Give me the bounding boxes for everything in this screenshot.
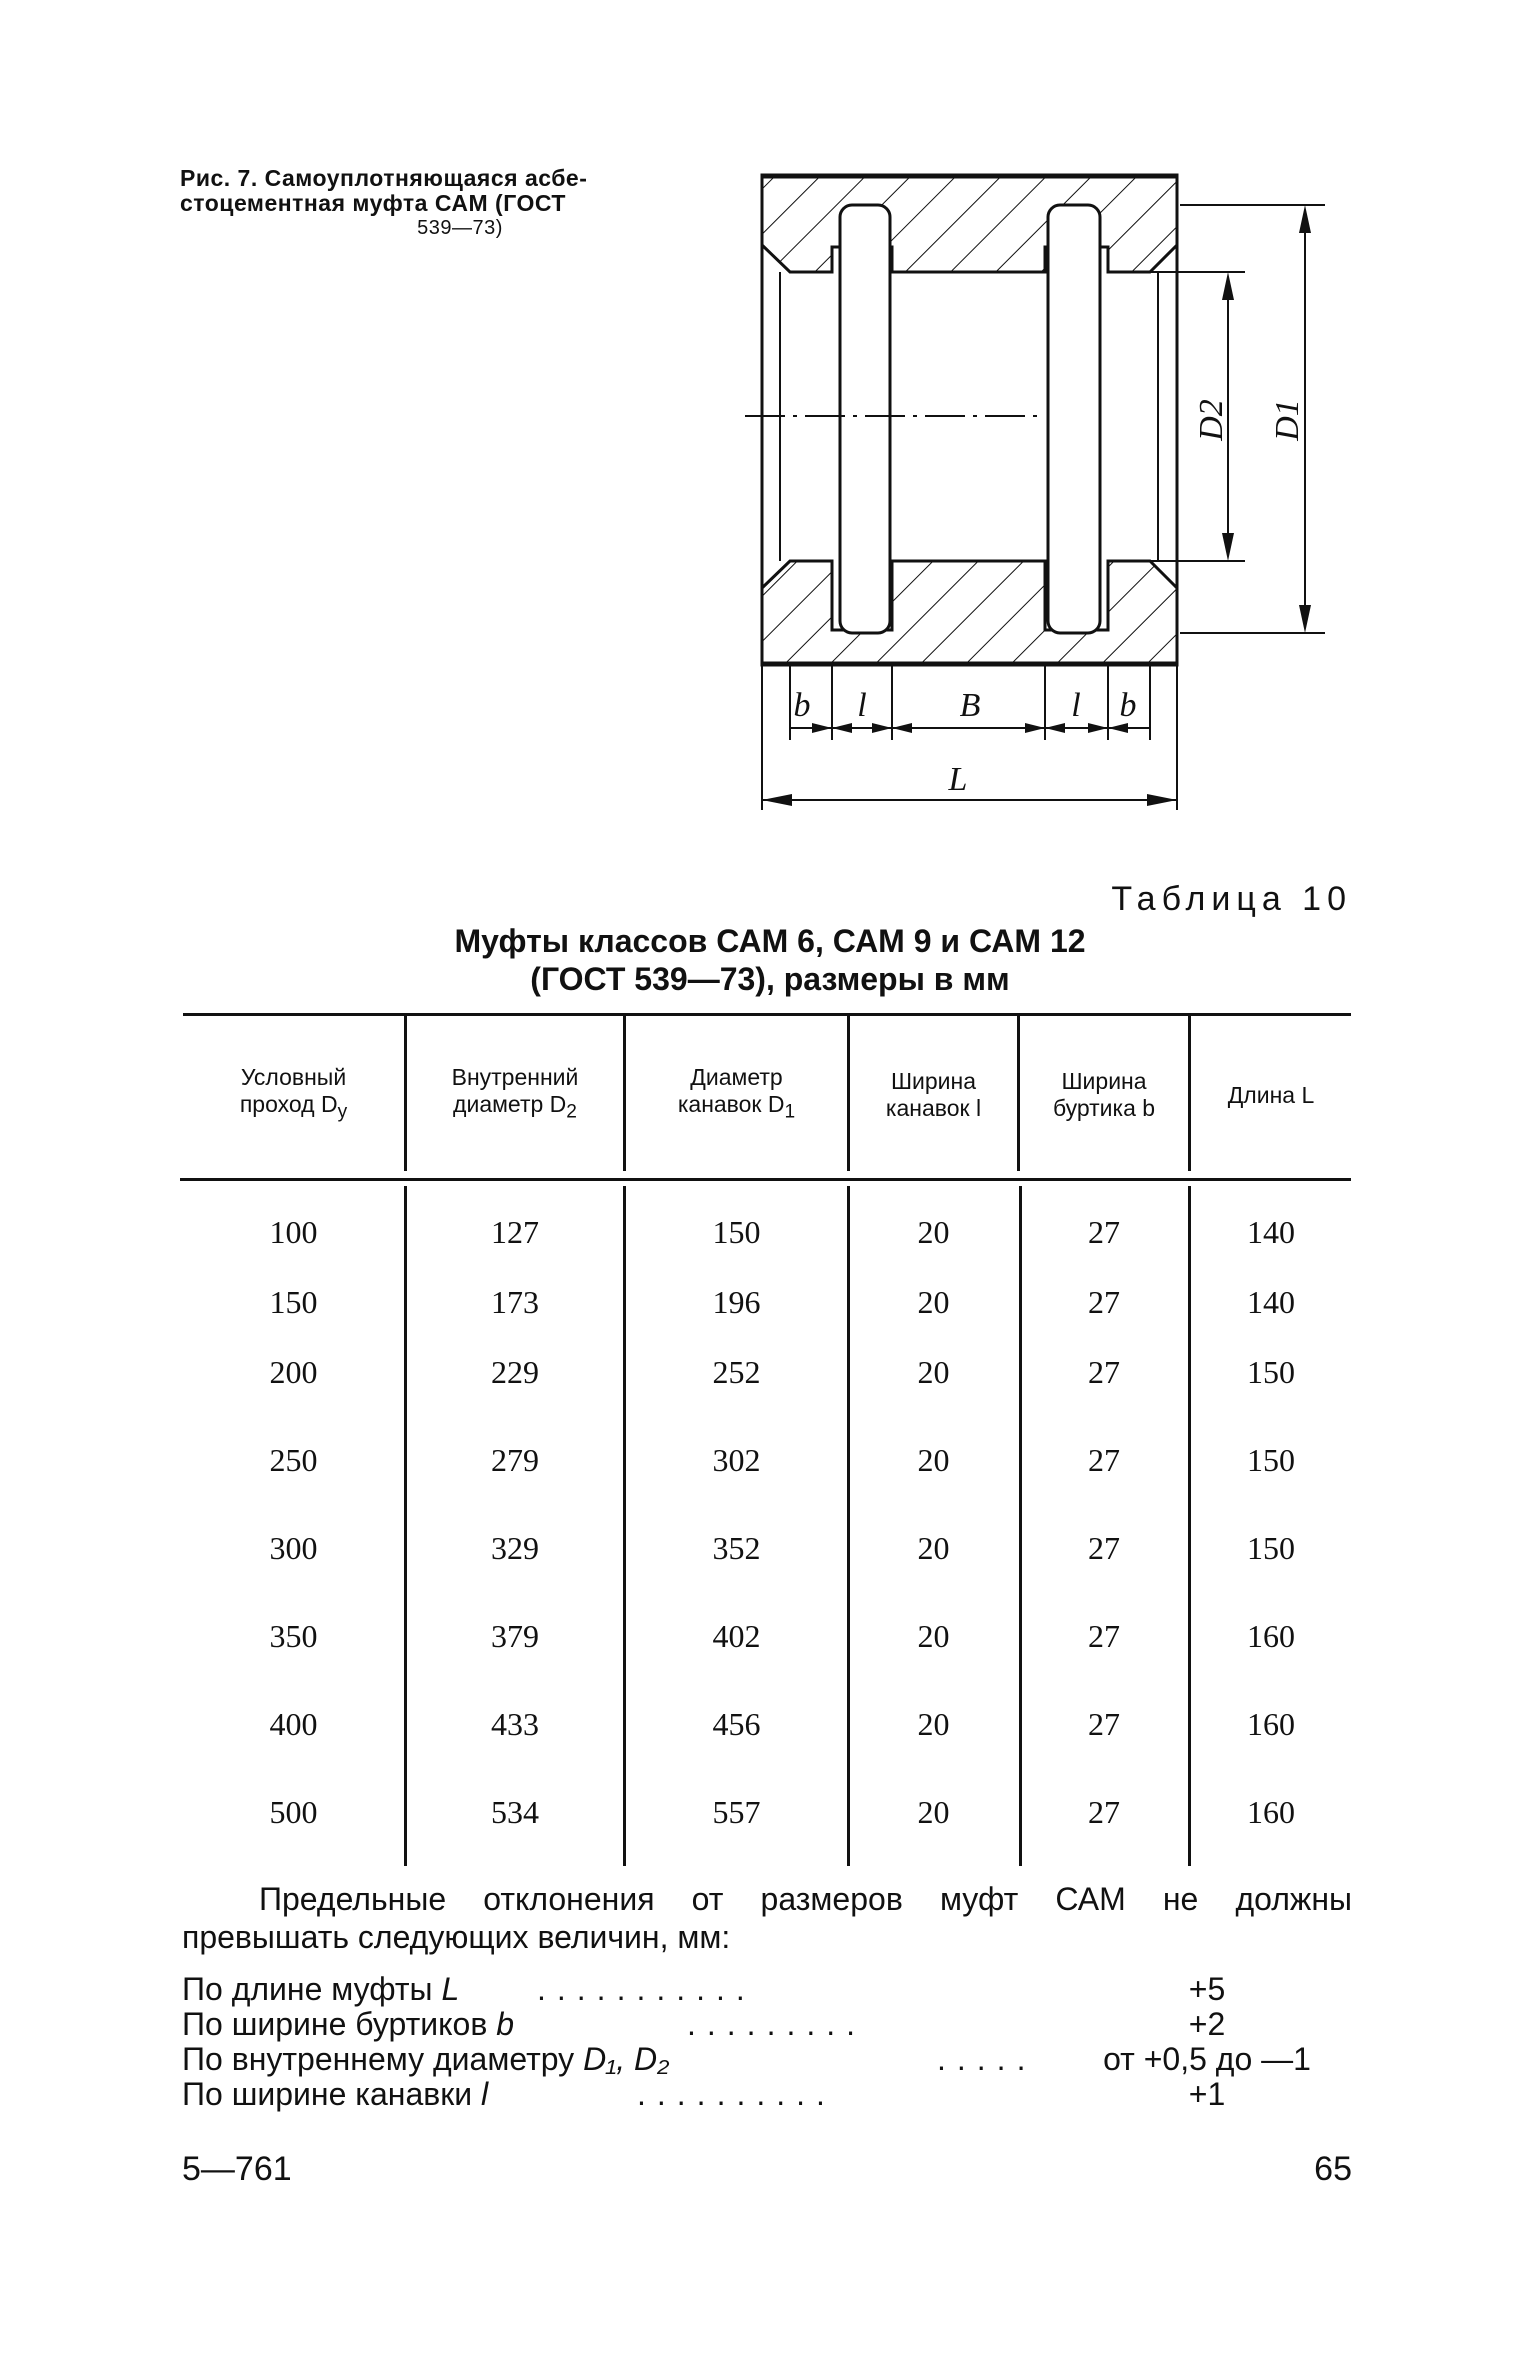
column-header	[407, 1030, 623, 1160]
caption-line-3: 539—73)	[417, 217, 503, 239]
table-cell: 27	[1088, 1530, 1120, 1566]
deviation-label: По длине муфты L	[182, 1971, 460, 2007]
table-cell: 196	[712, 1284, 761, 1320]
note-line-1: Предельные отклонения от размеров муфт САМ не должны	[259, 1881, 1352, 1917]
table-cell: 150	[1247, 1442, 1295, 1478]
table-cell: 160	[1247, 1794, 1295, 1830]
table-cell: 140	[1247, 1284, 1295, 1320]
table-cell: 300	[269, 1530, 318, 1566]
column-header	[183, 1030, 404, 1160]
deviation-value: +1	[1188, 2076, 1226, 2112]
header-line-2: канавок D	[677, 1091, 785, 1118]
table-cell: 20	[917, 1214, 950, 1250]
deviation-value: +2	[1188, 2006, 1226, 2042]
label-D2: D2	[1193, 399, 1230, 441]
table-title-line-1: Муфты классов САМ 6, САМ 9 и САМ 12	[454, 923, 1086, 959]
label-l-left: l	[857, 687, 867, 724]
groove-right	[1048, 205, 1100, 633]
tolerance-note	[182, 1880, 1352, 1956]
note-line-2: превышать следующих величин, мм:	[182, 1919, 731, 1955]
table-cell: 20	[917, 1706, 950, 1742]
column-header-text	[452, 1064, 579, 1126]
table-cell: 200	[269, 1354, 318, 1390]
header-line-1: Условный	[240, 1064, 347, 1091]
column-header	[626, 1030, 847, 1160]
table-cell: 20	[917, 1284, 950, 1320]
table-cell: 250	[269, 1442, 318, 1478]
table-cell: 252	[712, 1354, 761, 1390]
deviation-symbol: b	[496, 2006, 514, 2042]
leader-dots: .........	[687, 2006, 867, 2042]
deviation-list	[182, 1972, 1362, 2112]
table-cell: 160	[1247, 1618, 1295, 1654]
table-header-rule	[180, 1178, 1351, 1181]
label-b-right: b	[1119, 687, 1137, 724]
table-cell: 500	[269, 1794, 318, 1830]
table-cell: 20	[917, 1530, 950, 1566]
table-cell: 20	[917, 1794, 950, 1830]
coupling-drawing	[740, 160, 1340, 820]
header-line-1: Длина L	[1227, 1081, 1315, 1108]
table-cell: 379	[491, 1618, 539, 1654]
table-cell: 127	[491, 1214, 539, 1250]
table-cell: 557	[712, 1794, 761, 1830]
leader-dots: ..........	[637, 2076, 836, 2112]
table-title	[300, 922, 1240, 998]
header-line-1: Ширина	[1061, 1068, 1147, 1094]
table-top-rule	[183, 1013, 1351, 1016]
table-cell: 329	[491, 1530, 539, 1566]
deviation-label: По внутреннему диаметру D₁, D₂	[182, 2041, 670, 2077]
column-header	[1020, 1030, 1188, 1160]
table-cell: 400	[269, 1706, 318, 1742]
header-subscript: у	[337, 1101, 348, 1123]
table-cell: 279	[491, 1442, 539, 1478]
caption-line-1: Рис. 7. Самоуплотняющаяся асбе-	[180, 165, 588, 191]
deviation-symbol: L	[441, 1971, 460, 2007]
deviation-value: +5	[1188, 1971, 1226, 2007]
table-cell: 229	[491, 1354, 539, 1390]
page-number: 65	[1314, 2150, 1352, 2188]
table-cell: 20	[917, 1354, 950, 1390]
header-line-1: Внутренний	[451, 1064, 579, 1091]
deviation-item	[182, 2007, 1362, 2042]
table-cell: 27	[1088, 1214, 1120, 1250]
table-cell: 27	[1088, 1706, 1120, 1742]
header-subscript: 2	[566, 1101, 577, 1123]
table-cell: 140	[1247, 1214, 1295, 1250]
deviation-symbol: D₁, D₂	[583, 2041, 670, 2077]
table-cell: 534	[491, 1794, 539, 1830]
label-l-right: l	[1071, 687, 1081, 724]
table-title-line-2: (ГОСТ 539—73), размеры в мм	[530, 961, 1010, 997]
table-cell: 27	[1088, 1794, 1120, 1830]
deviation-item	[182, 2042, 1362, 2077]
leader-dots: .....	[937, 2041, 1037, 2077]
column-header	[1191, 1030, 1351, 1160]
table-cell: 27	[1088, 1284, 1120, 1320]
leader-dots: ...........	[537, 1971, 756, 2007]
table-cell: 100	[269, 1214, 318, 1250]
deviation-label: По ширине канавки l	[182, 2076, 489, 2112]
deviation-value: от +0,5 до —1	[1103, 2041, 1311, 2077]
table-cell: 20	[917, 1618, 950, 1654]
table-cell: 27	[1088, 1618, 1120, 1654]
figure-caption	[180, 166, 710, 241]
bottom-wall	[762, 561, 1177, 663]
column-header	[850, 1030, 1017, 1160]
header-line-2: канавок l	[885, 1095, 982, 1121]
header-line-2: буртика b	[1052, 1095, 1156, 1121]
caption-line-2: стоцементная муфта САМ (ГОСТ	[180, 190, 566, 216]
table-cell: 302	[712, 1442, 761, 1478]
label-b-left: b	[793, 687, 811, 724]
table-cell: 160	[1247, 1706, 1295, 1742]
label-L: L	[948, 761, 968, 798]
table-cell: 456	[712, 1706, 761, 1742]
label-D1: D1	[1269, 399, 1306, 441]
table-cell: 20	[917, 1442, 950, 1478]
table-cell: 150	[712, 1214, 761, 1250]
column-header-text	[678, 1064, 795, 1126]
table-number: Таблица 10	[1111, 880, 1352, 918]
groove-left	[840, 205, 890, 633]
header-subscript: 1	[784, 1101, 796, 1123]
signature-mark: 5—761	[182, 2150, 292, 2188]
header-line-2: диаметр D	[453, 1091, 567, 1118]
column-header-text	[1053, 1068, 1155, 1122]
table-cell: 350	[269, 1618, 318, 1654]
column-header-text	[886, 1068, 981, 1122]
label-B: B	[959, 687, 981, 724]
column-header-text	[1228, 1082, 1315, 1109]
table-cell: 352	[712, 1530, 761, 1566]
deviation-item	[182, 2077, 1362, 2112]
header-line-1: Ширина	[890, 1068, 977, 1094]
header-line-1: Диаметр	[690, 1064, 783, 1091]
table-cell: 150	[1247, 1354, 1295, 1390]
table-cell: 27	[1088, 1354, 1120, 1390]
top-wall	[762, 177, 1177, 272]
column-header-text	[240, 1064, 347, 1126]
deviation-item	[182, 1972, 1362, 2007]
table-cell: 433	[491, 1706, 539, 1742]
table-cell: 173	[491, 1284, 539, 1320]
deviation-symbol: l	[481, 2076, 489, 2112]
deviation-label: По ширине буртиков b	[182, 2006, 514, 2042]
table-cell: 150	[269, 1284, 318, 1320]
table-cell: 150	[1247, 1530, 1295, 1566]
table-cell: 27	[1088, 1442, 1120, 1478]
header-line-2: проход D	[239, 1091, 338, 1118]
table-cell: 402	[712, 1618, 761, 1654]
